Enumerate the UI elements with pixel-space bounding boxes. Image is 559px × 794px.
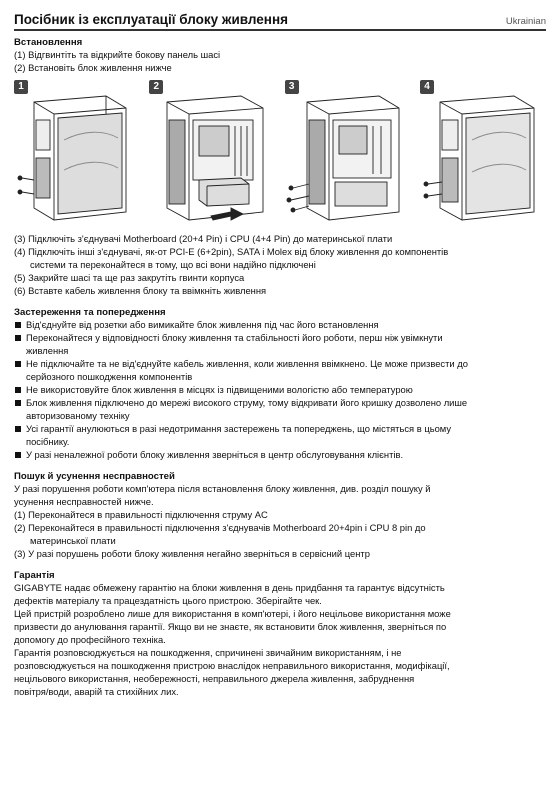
warning-item: Від'єднуйте від розетки або вимикайте блок живлення під час його встановлення xyxy=(14,318,546,331)
install-illustrations xyxy=(14,80,546,228)
warning-text-cont: авторизованому техніку xyxy=(26,409,130,421)
figure-number: 3 xyxy=(285,80,299,94)
install-step-3: (3) Підключіть з'єднувачі Motherboard (20+4 Pin) і CPU (4+4 Pin) до материнської плати xyxy=(14,232,393,244)
install-step-2: (2) Встановіть блок живлення нижче xyxy=(14,61,172,73)
troubleshooting-step-3: (3) У разі порушень роботи блоку живлення негайно зверніться в сервісний центр xyxy=(14,547,370,559)
header xyxy=(14,12,546,27)
psu-insert-drawing xyxy=(149,80,275,228)
warning-text: Усі гарантії анулюються в разі недотримання застережень та попереджень, що містяться в цьому xyxy=(26,422,452,434)
case-open-panel-drawing xyxy=(14,80,140,228)
screw-psu-drawing xyxy=(285,80,411,228)
warranty-line: призвести до анулювання гарантії. Якщо ви не знаєте, як встановити блок живлення, зверніться по xyxy=(14,620,447,632)
figure-number: 4 xyxy=(420,80,434,94)
warning-item xyxy=(14,331,546,357)
warranty-line: розповсюджується на пошкодження пристрою внаслідок неправильного використання, модифікації, xyxy=(14,659,450,671)
warranty-heading: Гарантія xyxy=(14,569,55,581)
warranty-line: допомогу до професійного техніка. xyxy=(14,633,166,645)
warning-item: Не використовуйте блок живлення в місцях із підвищеними вологістю або температурою xyxy=(14,383,546,396)
install-step-4-cont: системи та переконайтеся в тому, що всі вони надійно підключені xyxy=(30,258,316,270)
troubleshooting-intro-cont: усунення несправностей нижче. xyxy=(14,495,154,507)
troubleshooting-step-2: (2) Переконайтеся в правильності підключення з'єднувачів Motherboard 20+4pin і CPU 8 pin до xyxy=(14,521,426,533)
case-close-drawing xyxy=(420,80,546,228)
manual-page xyxy=(14,12,546,698)
warranty-line: нецільового використання, необережності, неправильного джерела живлення, забруднення xyxy=(14,672,415,684)
install-step-1: (1) Відгвинтіть та відкрийте бокову панель шасі xyxy=(14,48,221,60)
warning-text: Переконайтеся у відповідності блоку живлення та стабільності його роботи, перш ніж увімкнути xyxy=(26,331,443,343)
install-heading: Встановлення xyxy=(14,36,83,48)
warranty-line: Цей пристрій розроблено лише для використання в комп'ютері, і його нецільове використання може xyxy=(14,607,451,619)
figure-number: 1 xyxy=(14,80,28,94)
warning-text-cont: серйозного пошкодження компонентів xyxy=(26,370,193,382)
warranty-line: дефектів матеріалу та працездатність цього пристрою. Зберігайте чек. xyxy=(14,594,322,606)
troubleshooting-step-2-cont: материнської плати xyxy=(30,534,116,546)
troubleshooting-heading: Пошук й усунення несправностей xyxy=(14,470,175,482)
warning-item xyxy=(14,357,546,383)
illustration-step-4 xyxy=(420,80,546,228)
warning-item xyxy=(14,396,546,422)
header-rule xyxy=(14,29,546,31)
illustration-step-1 xyxy=(14,80,140,228)
install-step-6: (6) Вставте кабель живлення блоку та ввімкніть живлення xyxy=(14,284,267,296)
troubleshooting-intro: У разі порушення роботи комп'ютера після встановлення блоку живлення, див. розділ пошуку й xyxy=(14,482,431,494)
figure-number: 2 xyxy=(149,80,163,94)
warning-item xyxy=(14,422,546,448)
warnings-heading: Застереження та попередження xyxy=(14,306,166,318)
warning-item: У разі неналежної роботи блоку живлення зверніться в центр обслуговування клієнтів. xyxy=(14,448,546,461)
warning-text: Не підключайте та не від'єднуйте кабель живлення, коли живлення ввімкнено. Це може призвести до xyxy=(26,357,468,369)
illustration-step-2 xyxy=(149,80,275,228)
language-label: Ukrainian xyxy=(505,16,546,27)
warranty-line: Гарантія розповсюджується на пошкодження, спричинені звичайним використанням, і не xyxy=(14,646,402,658)
troubleshooting-step-1: (1) Переконайтеся в правильності підключення струму AC xyxy=(14,508,268,520)
illustration-step-3 xyxy=(285,80,411,228)
warranty-line: GIGABYTE надає обмежену гарантію на блоки живлення в день придбання та гарантує відсутність xyxy=(14,581,445,593)
warning-text-cont: посібнику. xyxy=(26,435,70,447)
page-title: Посібник із експлуатації блоку живлення xyxy=(14,12,288,27)
install-step-5: (5) Закрийте шасі та ще раз закрутіть гвинти корпуса xyxy=(14,271,245,283)
warranty-line: повітря/води, аварій та стихійних лих. xyxy=(14,685,179,697)
warning-text: Блок живлення підключено до мережі високого струму, тому відкривати його кришку дозволено лише xyxy=(26,396,468,408)
warning-text-cont: живлення xyxy=(26,344,69,356)
install-step-4: (4) Підключіть інші з'єднувачі, як-от PCI-E (6+2pin), SATA і Molex від блоку живлення до компонентів xyxy=(14,245,449,257)
